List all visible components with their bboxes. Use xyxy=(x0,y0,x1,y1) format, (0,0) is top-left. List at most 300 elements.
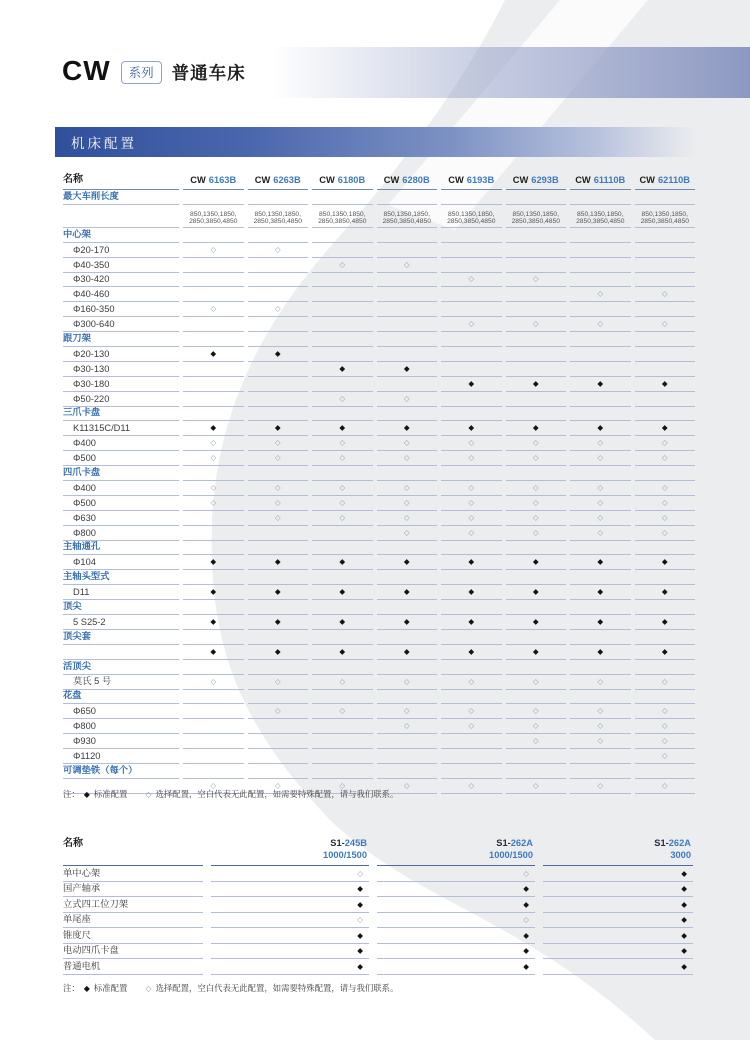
section-label: 主轴通孔 xyxy=(63,541,179,556)
empty-cell xyxy=(441,600,502,615)
config-cell xyxy=(183,377,244,392)
config-cell: ◇ xyxy=(377,675,438,690)
empty-cell xyxy=(635,332,696,347)
empty-cell xyxy=(377,600,438,615)
config-cell: ◇ xyxy=(377,719,438,734)
empty-cell xyxy=(441,466,502,481)
config-cell xyxy=(506,243,567,258)
section-header-label: 机床配置 xyxy=(71,136,137,151)
table-row xyxy=(63,496,695,511)
config-cell: ◆ xyxy=(523,899,529,909)
config-cell: ◇ xyxy=(312,496,373,511)
name-column-header: 名称 xyxy=(63,167,179,190)
config-cell: ◇ xyxy=(506,526,567,541)
config-cell: ◆ xyxy=(248,585,309,600)
config-cell xyxy=(312,526,373,541)
config-cell: ◇ xyxy=(570,436,631,451)
empty-cell xyxy=(635,660,696,675)
config-cell: ◆ xyxy=(570,645,631,660)
config-cell: ◇ xyxy=(377,481,438,496)
config-cell: ◇ xyxy=(441,719,502,734)
config-cell xyxy=(377,273,438,288)
config-cell xyxy=(248,749,309,764)
empty-cell xyxy=(441,190,502,205)
note-prefix: 注： xyxy=(63,789,80,799)
table-row xyxy=(63,764,695,779)
empty-cell xyxy=(377,764,438,779)
config-cell: ◆ xyxy=(248,421,309,436)
config-cell: ◇ xyxy=(570,481,631,496)
config-cell: ◆ xyxy=(248,645,309,660)
model-column-header xyxy=(211,831,369,866)
config-cell: ◆ xyxy=(506,555,567,570)
table-header-row xyxy=(63,167,695,190)
row-label: 莫氏 5 号 xyxy=(63,675,179,690)
model-column-header: CW 62110B xyxy=(635,167,696,190)
row-label: Φ650 xyxy=(63,704,179,719)
config-cell: ◇ xyxy=(441,496,502,511)
empty-cell xyxy=(183,332,244,347)
config-cell xyxy=(248,362,309,377)
empty-cell xyxy=(377,407,438,422)
row-label: Φ30-180 xyxy=(63,377,179,392)
config-cell: ◆ xyxy=(441,645,502,660)
row-label: Φ800 xyxy=(63,719,179,734)
config-cell: ◆ xyxy=(441,421,502,436)
empty-cell xyxy=(312,570,373,585)
empty-cell xyxy=(635,690,696,705)
config-cell xyxy=(183,704,244,719)
config-cell: ◆ xyxy=(523,884,529,893)
config-cell: ◇ xyxy=(312,481,373,496)
table-row xyxy=(63,511,695,526)
empty-cell xyxy=(441,690,502,705)
config-cell: ◆ xyxy=(357,884,363,893)
config-cell xyxy=(570,273,631,288)
config-cell: ◇ xyxy=(635,496,696,511)
config-cell: ◆ xyxy=(377,585,438,600)
config-cell: ◆ xyxy=(248,615,309,630)
config-cell xyxy=(248,258,309,273)
empty-cell xyxy=(570,690,631,705)
empty-cell xyxy=(248,600,309,615)
config-cell: ◇ xyxy=(377,526,438,541)
model-code: S1-245B xyxy=(330,838,367,848)
config-cell: ◆ xyxy=(635,377,696,392)
config-cell xyxy=(183,749,244,764)
config-cell xyxy=(248,287,309,302)
config-cell: ◇ xyxy=(635,451,696,466)
table-row xyxy=(63,258,695,273)
config-cell: ◆ xyxy=(183,645,244,660)
config-cell: ◇ xyxy=(248,481,309,496)
config-cell: ◆ xyxy=(523,930,529,940)
note-prefix: 注： xyxy=(63,983,80,993)
config-cell: ◆ xyxy=(635,585,696,600)
config-cell: ◆ xyxy=(681,930,687,940)
table-row xyxy=(63,421,695,436)
config-cell xyxy=(441,243,502,258)
empty-cell xyxy=(570,570,631,585)
config-cell: ◆ xyxy=(506,645,567,660)
config-cell xyxy=(183,287,244,302)
empty-cell xyxy=(312,541,373,556)
empty-cell xyxy=(506,228,567,243)
config-cell: ◇ xyxy=(570,511,631,526)
optional-diamond-icon: ◇ xyxy=(145,984,152,993)
section-label: 三爪卡盘 xyxy=(63,407,179,422)
config-cell: ◇ xyxy=(635,481,696,496)
row-label: Φ160-350 xyxy=(63,302,179,317)
config-cell: ◇ xyxy=(248,704,309,719)
config-cell xyxy=(570,347,631,362)
config-cell: ◆ xyxy=(357,899,363,909)
config-cell xyxy=(441,302,502,317)
config-cell: ◆ xyxy=(312,585,373,600)
row-label: Φ40-460 xyxy=(63,287,179,302)
config-cell: ◇ xyxy=(570,719,631,734)
config-cell: ◇ xyxy=(357,868,363,878)
empty-cell xyxy=(635,407,696,422)
config-cell: ◆ xyxy=(635,615,696,630)
empty-cell xyxy=(506,407,567,422)
config-cell: ◇ xyxy=(441,273,502,288)
empty-cell xyxy=(183,764,244,779)
config-cell: ◇ xyxy=(377,451,438,466)
config-cell xyxy=(377,749,438,764)
table-row xyxy=(63,228,695,243)
empty-cell xyxy=(441,660,502,675)
config-cell: ◇ xyxy=(506,481,567,496)
empty-cell xyxy=(635,764,696,779)
table-row xyxy=(63,570,695,585)
empty-cell xyxy=(248,630,309,645)
config-cell xyxy=(183,258,244,273)
table-row xyxy=(63,332,695,347)
config-cell: ◆ xyxy=(312,645,373,660)
config-cell: ◇ xyxy=(248,302,309,317)
config-cell: ◇ xyxy=(635,287,696,302)
config-cell xyxy=(506,347,567,362)
config-cell xyxy=(506,302,567,317)
config-cell xyxy=(248,392,309,407)
config-cell xyxy=(377,734,438,749)
empty-cell xyxy=(441,541,502,556)
empty-cell xyxy=(635,541,696,556)
config-cell xyxy=(506,362,567,377)
empty-cell xyxy=(312,190,373,205)
empty-cell xyxy=(570,332,631,347)
config-cell: ◆ xyxy=(441,377,502,392)
table-row xyxy=(63,630,695,645)
empty-cell xyxy=(377,541,438,556)
table-row xyxy=(63,392,695,407)
config-cell xyxy=(312,302,373,317)
config-cell: ◇ xyxy=(635,675,696,690)
table-row xyxy=(63,690,695,705)
config-cell: ◇ xyxy=(441,704,502,719)
config-table-main xyxy=(63,167,695,794)
config-cell: ◇ xyxy=(248,436,309,451)
config-cell: ◇ xyxy=(248,675,309,690)
config-cell: ◇ xyxy=(183,675,244,690)
section-label: 花盘 xyxy=(63,690,179,705)
config-cell: ◇ xyxy=(506,704,567,719)
config-cell xyxy=(570,258,631,273)
config-cell: ◆ xyxy=(570,377,631,392)
config-cell xyxy=(248,719,309,734)
config-cell xyxy=(635,347,696,362)
config-cell xyxy=(183,526,244,541)
config-note xyxy=(63,982,412,994)
config-cell: ◆ xyxy=(377,555,438,570)
config-cell: ◇ xyxy=(570,451,631,466)
length-values-cell: 850,1350,1850, 2850,3850,4850 xyxy=(248,205,309,228)
row-label: 锥度尺 xyxy=(63,928,203,944)
config-cell: ◇ xyxy=(377,704,438,719)
config-cell xyxy=(570,362,631,377)
note-optional: ◇ 选择配置，空白代表无此配置，如需要特殊配置，请与我们联系。 xyxy=(145,983,399,993)
table-row xyxy=(63,959,694,975)
config-cell: ◇ xyxy=(312,704,373,719)
config-cell xyxy=(248,377,309,392)
empty-cell xyxy=(570,764,631,779)
config-cell: ◆ xyxy=(312,615,373,630)
config-cell xyxy=(570,392,631,407)
config-cell xyxy=(377,377,438,392)
empty-cell xyxy=(570,466,631,481)
config-cell: ◆ xyxy=(377,615,438,630)
config-cell xyxy=(635,258,696,273)
empty-cell xyxy=(248,190,309,205)
config-cell: ◇ xyxy=(635,734,696,749)
empty-cell xyxy=(441,570,502,585)
empty-cell xyxy=(312,228,373,243)
config-cell: ◇ xyxy=(506,719,567,734)
config-cell xyxy=(441,734,502,749)
config-cell: ◇ xyxy=(635,749,696,764)
config-cell: ◇ xyxy=(312,779,373,794)
config-cell xyxy=(506,392,567,407)
config-cell: ◇ xyxy=(635,436,696,451)
config-cell xyxy=(183,511,244,526)
config-cell: ◇ xyxy=(183,451,244,466)
row-label: Φ30-420 xyxy=(63,273,179,288)
empty-cell xyxy=(377,190,438,205)
config-cell: ◇ xyxy=(183,243,244,258)
table-row xyxy=(63,436,695,451)
table-row xyxy=(63,928,694,944)
config-cell xyxy=(183,392,244,407)
table-row xyxy=(63,287,695,302)
config-cell: ◇ xyxy=(570,779,631,794)
config-cell xyxy=(441,287,502,302)
table-row xyxy=(63,704,695,719)
config-cell: ◇ xyxy=(312,258,373,273)
config-cell: ◇ xyxy=(441,779,502,794)
config-cell: ◆ xyxy=(523,946,529,955)
row-label: Φ40-350 xyxy=(63,258,179,273)
row-label: Φ300-640 xyxy=(63,317,179,332)
empty-cell xyxy=(570,228,631,243)
empty-cell xyxy=(312,466,373,481)
row-label: 立式四工位刀架 xyxy=(63,897,203,913)
note-standard: ◆ 标准配置 xyxy=(83,789,128,799)
config-cell xyxy=(377,287,438,302)
table-row xyxy=(63,190,695,205)
empty-cell xyxy=(248,541,309,556)
config-cell xyxy=(570,302,631,317)
empty-cell xyxy=(248,690,309,705)
config-cell xyxy=(441,347,502,362)
config-cell: ◆ xyxy=(183,347,244,362)
config-cell: ◆ xyxy=(681,899,687,909)
config-cell: ◇ xyxy=(635,704,696,719)
empty-cell xyxy=(183,570,244,585)
config-cell: ◇ xyxy=(506,273,567,288)
empty-cell xyxy=(506,690,567,705)
config-cell: ◇ xyxy=(183,302,244,317)
config-cell xyxy=(312,273,373,288)
config-cell xyxy=(312,377,373,392)
note-optional: ◇ 选择配置，空白代表无此配置，如需要特殊配置，请与我们联系。 xyxy=(145,789,399,799)
empty-cell xyxy=(377,630,438,645)
model-column-header xyxy=(377,831,535,866)
empty-cell xyxy=(312,332,373,347)
empty-cell xyxy=(377,228,438,243)
empty-cell xyxy=(312,690,373,705)
config-cell: ◆ xyxy=(506,377,567,392)
empty-cell xyxy=(312,600,373,615)
row-label: 单中心架 xyxy=(63,866,203,882)
table-row xyxy=(63,749,695,764)
config-cell: ◇ xyxy=(312,392,373,407)
empty-cell xyxy=(441,228,502,243)
table-row xyxy=(63,377,695,392)
config-table-special xyxy=(63,831,694,975)
empty-cell xyxy=(377,570,438,585)
empty-cell xyxy=(635,228,696,243)
row-label: Φ500 xyxy=(63,451,179,466)
table-row xyxy=(63,362,695,377)
standard-diamond-icon: ◆ xyxy=(83,984,90,993)
empty-cell xyxy=(441,630,502,645)
config-cell: ◇ xyxy=(570,287,631,302)
section-label: 四爪卡盘 xyxy=(63,466,179,481)
config-cell: ◇ xyxy=(312,451,373,466)
config-cell: ◇ xyxy=(441,451,502,466)
config-cell: ◇ xyxy=(570,734,631,749)
table-row xyxy=(63,660,695,675)
empty-cell xyxy=(570,541,631,556)
section-header-bar xyxy=(55,127,695,157)
model-column-header xyxy=(543,831,693,866)
empty-cell xyxy=(312,407,373,422)
empty-cell xyxy=(183,660,244,675)
empty-cell xyxy=(570,660,631,675)
empty-cell xyxy=(506,660,567,675)
config-cell: ◆ xyxy=(183,421,244,436)
model-spec: 1000/1500 xyxy=(489,849,533,860)
config-cell: ◇ xyxy=(377,511,438,526)
config-cell xyxy=(248,317,309,332)
config-cell: ◇ xyxy=(248,496,309,511)
empty-cell xyxy=(183,407,244,422)
config-cell xyxy=(570,243,631,258)
config-cell: ◇ xyxy=(441,481,502,496)
empty-cell xyxy=(635,600,696,615)
empty-cell xyxy=(248,407,309,422)
config-cell xyxy=(312,734,373,749)
empty-cell xyxy=(635,630,696,645)
empty-cell xyxy=(312,630,373,645)
section-label: 顶尖套 xyxy=(63,630,179,645)
config-cell: ◆ xyxy=(506,421,567,436)
empty-cell xyxy=(377,466,438,481)
empty-cell xyxy=(248,332,309,347)
row-label: Φ800 xyxy=(63,526,179,541)
config-cell xyxy=(441,362,502,377)
config-cell xyxy=(377,347,438,362)
empty-cell xyxy=(441,764,502,779)
config-cell xyxy=(635,243,696,258)
config-cell xyxy=(441,749,502,764)
config-cell xyxy=(183,362,244,377)
section-label: 中心架 xyxy=(63,228,179,243)
model-spec: 1000/1500 xyxy=(323,849,367,860)
table-row xyxy=(63,600,695,615)
series-badge: 系列 xyxy=(121,61,162,84)
model-column-header: CW 6263B xyxy=(248,167,309,190)
model-column-header: CW 6193B xyxy=(441,167,502,190)
config-cell: ◇ xyxy=(506,317,567,332)
config-note xyxy=(63,788,412,800)
config-cell xyxy=(506,749,567,764)
config-cell: ◇ xyxy=(506,779,567,794)
config-cell xyxy=(183,734,244,749)
config-cell xyxy=(183,719,244,734)
config-cell: ◇ xyxy=(506,511,567,526)
empty-cell xyxy=(506,570,567,585)
empty-cell xyxy=(570,190,631,205)
model-code: S1-262A xyxy=(496,838,533,848)
empty-cell xyxy=(248,228,309,243)
table-row xyxy=(63,205,695,228)
config-cell: ◆ xyxy=(570,585,631,600)
config-cell: ◇ xyxy=(635,779,696,794)
row-label: Φ400 xyxy=(63,481,179,496)
config-cell: ◇ xyxy=(635,526,696,541)
length-values-cell: 850,1350,1850, 2850,3850,4850 xyxy=(635,205,696,228)
config-cell xyxy=(377,302,438,317)
config-cell: ◇ xyxy=(441,436,502,451)
length-values-cell: 850,1350,1850, 2850,3850,4850 xyxy=(312,205,373,228)
table-row xyxy=(63,913,694,929)
model-column-header: CW 61110B xyxy=(570,167,631,190)
table-row xyxy=(63,866,694,882)
config-cell: ◆ xyxy=(681,915,687,924)
config-cell xyxy=(248,734,309,749)
table-row xyxy=(63,675,695,690)
config-cell: ◇ xyxy=(506,734,567,749)
empty-cell xyxy=(441,407,502,422)
config-cell xyxy=(441,258,502,273)
row-label: Φ20-170 xyxy=(63,243,179,258)
table-header-row xyxy=(63,831,694,866)
empty-cell xyxy=(183,190,244,205)
config-cell: ◇ xyxy=(523,868,529,878)
row-label: 普通电机 xyxy=(63,959,203,975)
